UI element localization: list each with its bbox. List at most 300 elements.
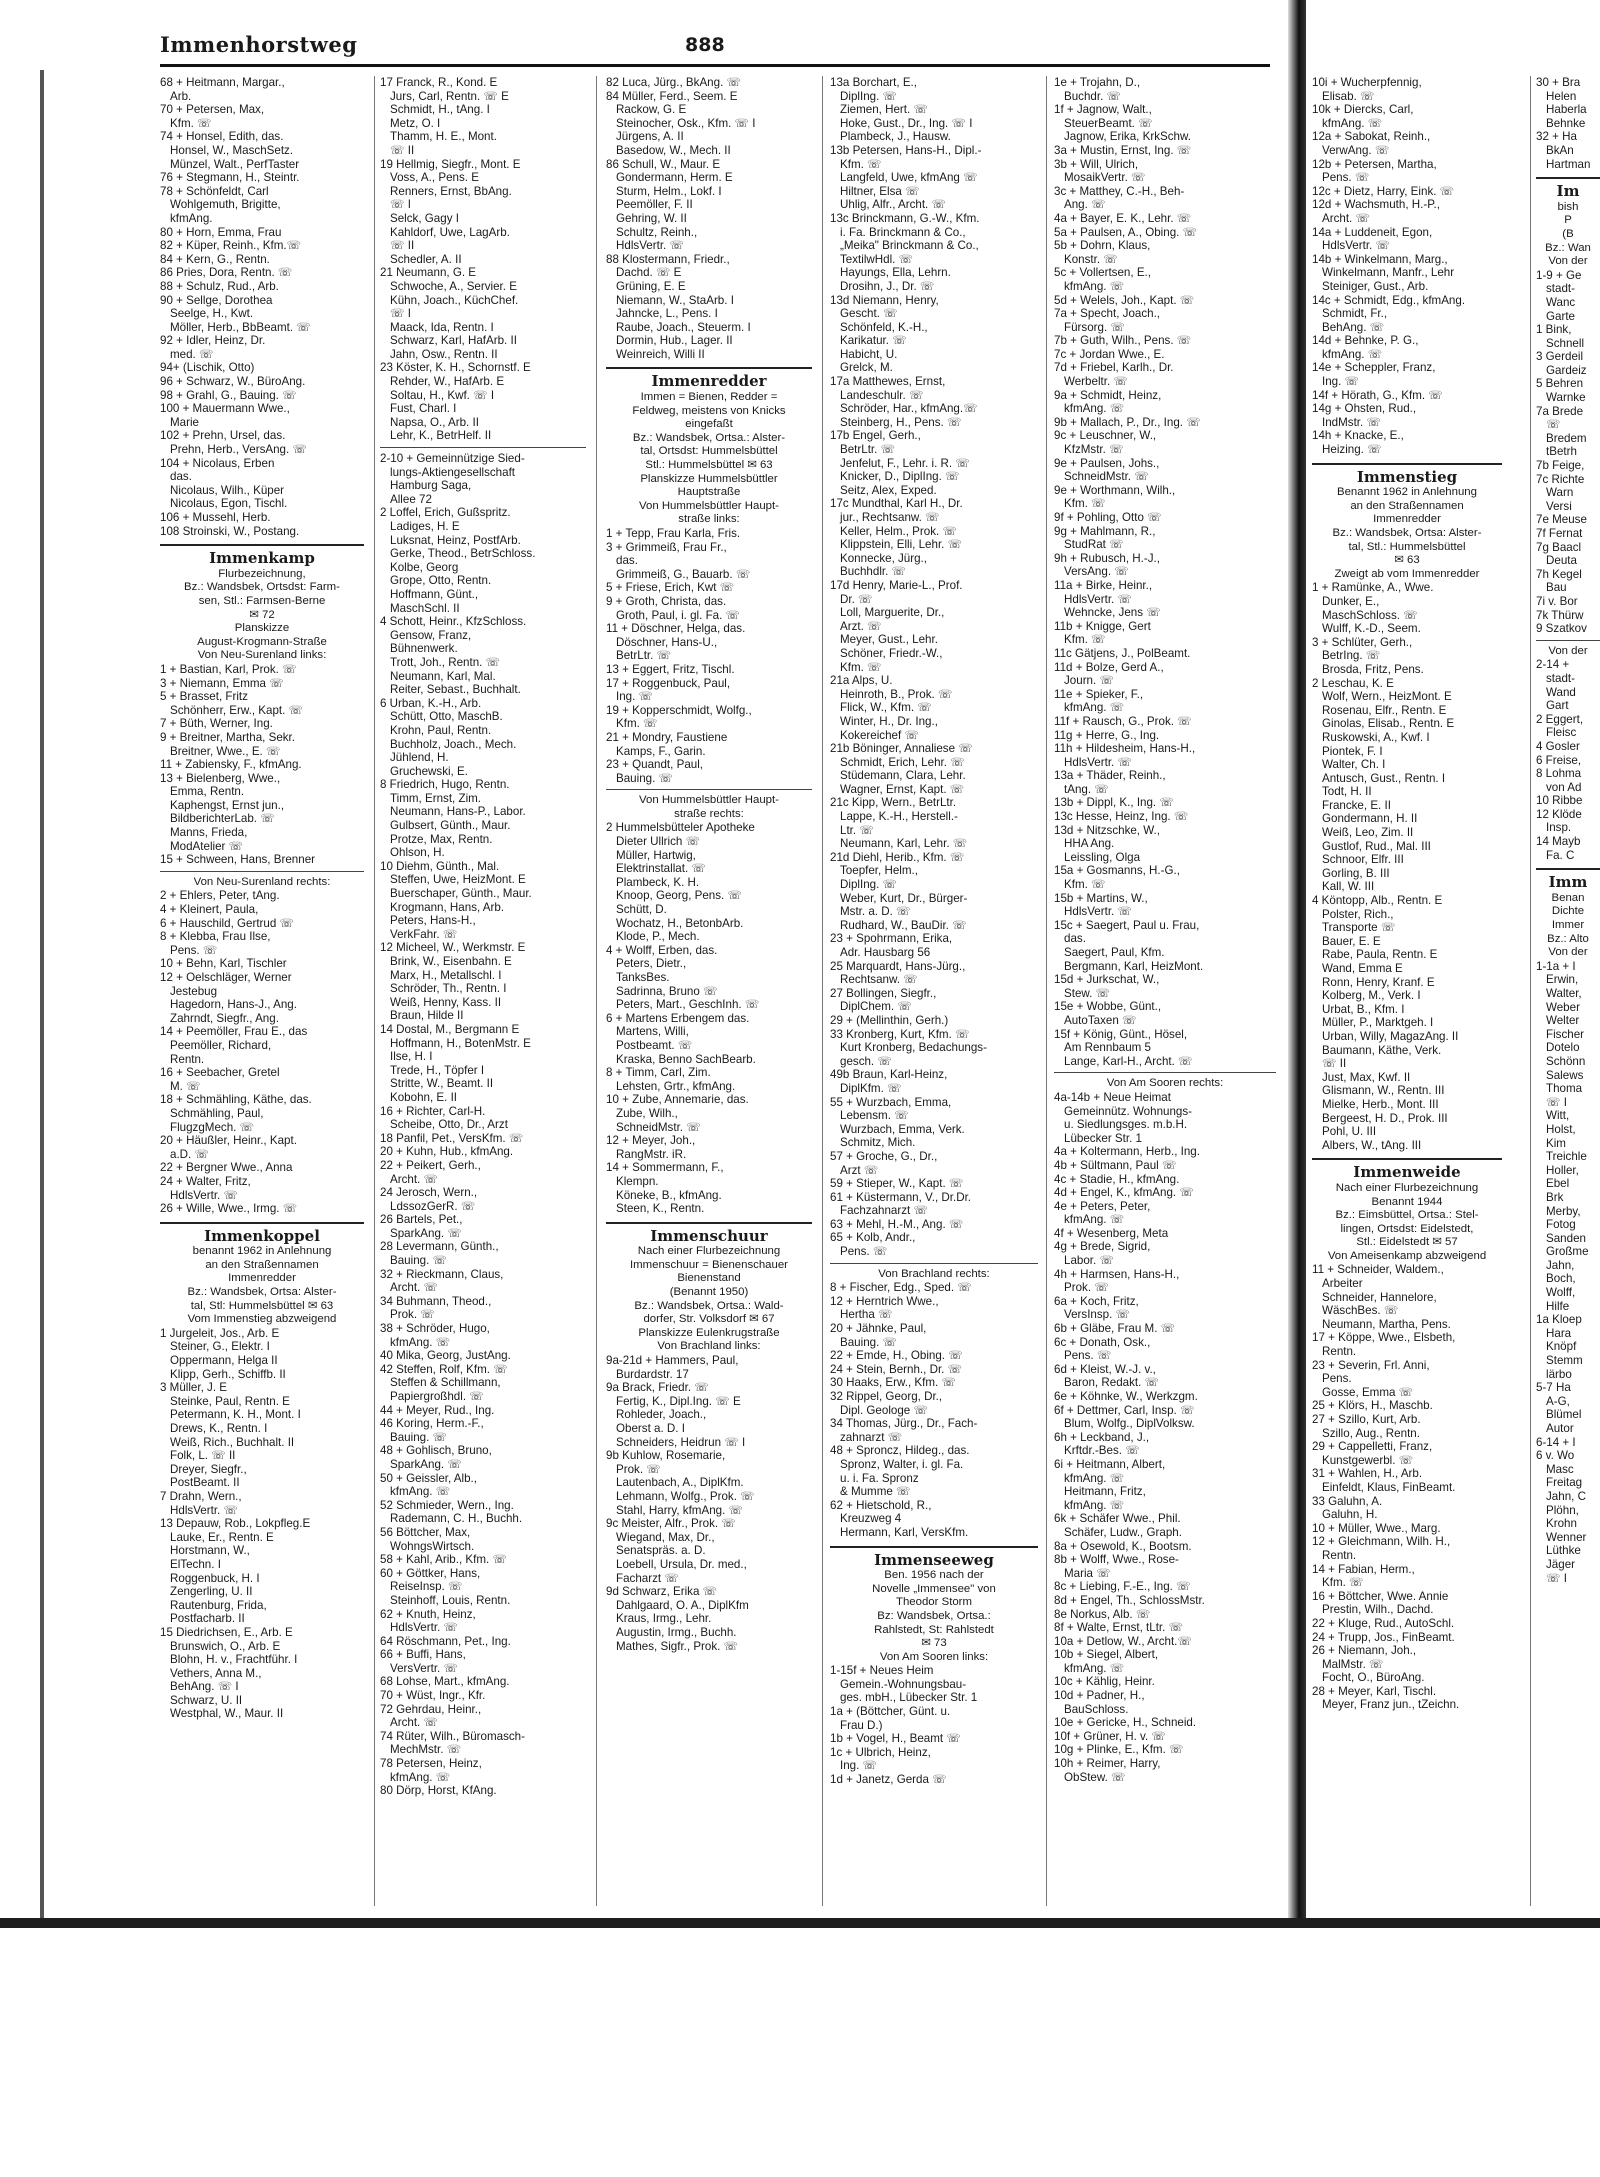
directory-entry: 70 + Wüst, Ingr., Kfr.: [380, 1689, 486, 1703]
section-rule: [160, 871, 364, 872]
directory-entry: A-G,: [1546, 1394, 1570, 1408]
directory-entry: Steffen, Uwe, HeizMont. E: [390, 873, 526, 887]
directory-entry: 9a + Schmidt, Heinz,: [1054, 388, 1162, 402]
directory-entry: MaschSchloss. ☏: [1322, 608, 1418, 622]
directory-entry: 17b Engel, Gerh.,: [830, 429, 921, 443]
directory-entry: Rentn.: [1322, 1548, 1357, 1562]
street-note: Immenredder: [228, 1272, 296, 1285]
directory-entry: Kfm. ☏: [1322, 1576, 1364, 1590]
street-note: Bz.: Alto: [1547, 932, 1589, 945]
directory-entry: Ing. ☏: [840, 1759, 878, 1773]
directory-entry: Pens. ☏: [1064, 1349, 1112, 1363]
directory-entry: Jahn, C: [1546, 1489, 1586, 1503]
street-note: Von der: [1548, 644, 1588, 657]
directory-entry: Thoma: [1546, 1082, 1583, 1096]
directory-entry: Loll, Marguerite, Dr.,: [840, 606, 945, 620]
directory-entry: Steffen & Schillmann,: [390, 1376, 501, 1390]
directory-entry: Langfeld, Uwe, kfmAng ☏: [840, 171, 978, 185]
directory-entry: Ziemen, Hert. ☏: [840, 103, 928, 117]
directory-entry: Gondermann, H. II: [1322, 812, 1418, 826]
directory-entry: Arbeiter: [1322, 1277, 1363, 1291]
directory-entry: Buchholz, Joach., Mech.: [390, 737, 517, 751]
directory-entry: Münzel, Walt., PerfTaster: [170, 157, 300, 171]
directory-entry: Postfacharb. II: [170, 1612, 245, 1626]
directory-entry: 7 + Büth, Werner, Ing.: [160, 717, 273, 731]
directory-entry: Elektrinstallat. ☏: [616, 862, 706, 876]
directory-entry: Wohlgemuth, Brigitte,: [170, 198, 281, 212]
directory-entry: kfmAng. ☏: [1322, 116, 1383, 130]
directory-entry: Hayungs, Ella, Lehrn.: [840, 266, 951, 280]
directory-entry: Thamm, H. E., Mont.: [390, 130, 497, 144]
directory-entry: Augustin, Irmg., Buchh.: [616, 1625, 737, 1639]
directory-entry: Kfm. ☏: [1064, 497, 1106, 511]
directory-entry: Welter: [1546, 1014, 1580, 1028]
directory-entry: 7c + Jordan Wwe., E.: [1054, 347, 1165, 361]
directory-entry: Pens. ☏: [840, 1245, 888, 1259]
directory-entry: Merby,: [1546, 1204, 1581, 1218]
street-note: straße rechts:: [674, 807, 744, 820]
directory-entry: 4a + Koltermann, Herb., Ing.: [1054, 1145, 1200, 1159]
directory-entry: kfmAng. ☏: [1064, 1661, 1125, 1675]
directory-entry: 1-15f + Neues Heim: [830, 1664, 934, 1678]
directory-entry: Heinroth, B., Prok. ☏: [840, 687, 953, 701]
directory-entry: 34 Buhmann, Theod.,: [380, 1294, 492, 1308]
directory-entry: Saegert, Paul, Kfm.: [1064, 946, 1165, 959]
directory-entry: 18 Panfil, Pet., VersKfm. ☏: [380, 1131, 524, 1145]
directory-entry: 1 Jurgeleit, Jos., Arb. E: [160, 1326, 280, 1340]
street-note: Stl.: Eidelstedt ✉ 57: [1356, 1236, 1458, 1249]
directory-entry: Müller, P., Marktgeh. I: [1322, 1016, 1434, 1030]
directory-column-6: [1312, 76, 1502, 1712]
directory-entry: Garte: [1546, 309, 1575, 323]
directory-entry: Keller, Helm., Prok. ☏: [840, 524, 957, 538]
directory-entry: Gosse, Emma ☏: [1322, 1385, 1414, 1399]
directory-entry: 8 + Klebba, Frau Ilse,: [160, 930, 271, 944]
directory-entry: 30 + Bra: [1536, 76, 1581, 89]
directory-entry: Hamburg Saga,: [390, 479, 472, 493]
directory-entry: Jürgens, A. II: [616, 130, 684, 144]
street-note: Immer: [1551, 919, 1585, 932]
street-note: Nach einer Flurbezeichnung: [1335, 1181, 1479, 1194]
directory-entry: Hertha ☏: [840, 1308, 893, 1322]
directory-entry: Schmitz, Mich.: [840, 1136, 916, 1150]
street-note: P: [1564, 214, 1572, 227]
directory-entry: 10e + Gericke, H., Schneid.: [1054, 1716, 1197, 1730]
directory-entry: kfmAng. ☏: [1064, 1498, 1125, 1512]
street-note: Benannt 1962 in Anlehnung: [1337, 486, 1477, 499]
directory-column-4: [830, 76, 1038, 1787]
directory-entry: Hartman: [1546, 157, 1591, 171]
directory-entry: 14g + Ohsten, Rud.,: [1312, 402, 1417, 416]
directory-entry: Fust, Charl. I: [390, 402, 457, 416]
directory-entry: Wochatz, H., BetonbArb.: [616, 916, 744, 930]
street-heading: Immenredder: [606, 367, 812, 389]
directory-entry: Grimmeiß, G., Bauarb. ☏: [616, 567, 751, 581]
directory-entry: BkAn: [1546, 143, 1574, 157]
directory-entry: Sturm, Helm., Lokf. I: [616, 184, 722, 198]
directory-entry: 11g + Herre, G., Ing.: [1054, 728, 1160, 742]
directory-entry: Ladiges, H. E: [390, 520, 460, 533]
directory-entry: 72 Gehrdau, Heinr.,: [380, 1702, 482, 1716]
directory-entry: 14 + Sommermann, F.,: [606, 1161, 724, 1175]
directory-entry: 6 Urban, K.-H., Arb.: [380, 696, 482, 710]
directory-entry: ☏ II: [390, 239, 415, 253]
street-note: ✉ 63: [1394, 554, 1420, 567]
directory-entry: Niemann, W., StaArb. I: [616, 293, 734, 307]
directory-entry: 13d + Nitzschke, W.,: [1054, 823, 1160, 837]
directory-entry: Ltr. ☏: [840, 823, 874, 837]
street-note: (B: [1562, 227, 1574, 240]
directory-entry: Just, Max, Kwf. II: [1322, 1070, 1411, 1084]
directory-entry: Rehder, W., HafArb. E: [390, 375, 505, 389]
directory-entry: tAng. ☏: [1064, 782, 1109, 796]
directory-entry: 15d + Jurkschat, W.,: [1054, 973, 1160, 987]
directory-entry: stadt-: [1546, 282, 1575, 296]
directory-entry: HdlsVertr. ☏: [170, 1188, 238, 1202]
directory-entry: 6d + Kleist, W.-J. v.,: [1054, 1362, 1156, 1376]
directory-entry: Trede, H., Töpfer I: [390, 1063, 485, 1077]
directory-entry: Brink, W., Eisenbahn. E: [390, 955, 512, 968]
directory-entry: Spronz, Walter, i. gl. Fa.: [840, 1457, 964, 1471]
street-note: tal, Stl.: Hummelsbüttel: [1348, 540, 1466, 553]
directory-entry: Kraus, Irmg., Lehr.: [616, 1612, 712, 1626]
directory-entry: Weber: [1546, 1000, 1580, 1014]
directory-entry: 59 + Stieper, W., Kapt. ☏: [830, 1177, 964, 1191]
directory-entry: Dotelo: [1546, 1041, 1580, 1055]
directory-entry: kfmAng. ☏: [1064, 402, 1125, 416]
directory-entry: Zengerling, U. II: [170, 1585, 253, 1599]
directory-entry: 10 + Müller, Wwe., Marg.: [1312, 1521, 1441, 1535]
directory-entry: 14d + Behnke, P. G.,: [1312, 334, 1419, 348]
directory-entry: 78 Petersen, Heinz,: [380, 1757, 482, 1771]
directory-entry: Gustlof, Rud., Mal. III: [1322, 839, 1431, 853]
directory-entry: Marie: [170, 415, 199, 429]
directory-entry: gesch. ☏: [840, 1054, 892, 1068]
directory-entry: Steinocher, Osk., Kfm. ☏ I: [616, 116, 756, 130]
directory-entry: Hilfe: [1546, 1299, 1570, 1313]
directory-entry: 17 + Köppe, Wwe., Elsbeth,: [1312, 1331, 1456, 1345]
directory-entry: Maria ☏: [1064, 1566, 1111, 1580]
directory-entry: 17 Franck, R., Kond. E: [380, 76, 498, 89]
directory-entry: Allee 72: [390, 492, 432, 506]
directory-entry: 6i + Heitmann, Albert,: [1054, 1457, 1166, 1471]
directory-entry: 49b Braun, Karl-Heinz,: [830, 1068, 948, 1082]
directory-entry: 4 + Wolff, Erben, das.: [606, 943, 718, 957]
directory-entry: Toepfer, Helm.,: [840, 864, 918, 878]
directory-entry: Focht, O., BüroAng.: [1322, 1671, 1425, 1685]
directory-entry: Weiß, Rich., Buchhalt. II: [170, 1435, 295, 1449]
directory-entry: 11 + Döschner, Helga, das.: [606, 622, 746, 636]
directory-entry: Gart: [1546, 699, 1569, 713]
directory-entry: Am Rennbaum 5: [1064, 1041, 1151, 1055]
directory-entry: 17a Matthewes, Ernst,: [830, 375, 946, 389]
directory-entry: Archt. ☏: [390, 1172, 438, 1186]
directory-entry: 7h Kegel: [1536, 567, 1582, 581]
street-note: Vom Immenstieg abzweigend: [187, 1313, 337, 1326]
directory-entry: 24 + Stein, Bernh., Dr. ☏: [830, 1362, 963, 1376]
directory-entry: Archt. ☏: [1322, 211, 1370, 225]
directory-entry: Dipl. Geologe ☏: [840, 1403, 928, 1417]
directory-entry: Honsel, W., MaschSetz.: [170, 143, 294, 157]
directory-entry: MaschSchl. II: [390, 601, 460, 615]
street-note: Benan: [1551, 891, 1585, 904]
directory-entry: 23 + Quandt, Paul,: [606, 758, 704, 772]
directory-entry: 23 + Spohrmann, Erika,: [830, 932, 953, 946]
directory-entry: Nicolaus, Wilh., Küper: [170, 483, 285, 497]
directory-entry: 28 + Meyer, Karl, Tischl.: [1312, 1684, 1437, 1698]
directory-entry: Schönn: [1546, 1054, 1586, 1068]
street-note: Von Am Sooren links:: [879, 1650, 989, 1663]
running-street-header: Immenhorstweg: [160, 32, 358, 57]
directory-entry: 1f + Jagnow, Walt.,: [1054, 103, 1152, 117]
directory-entry: 13 + Bielenberg, Wwe.,: [160, 771, 281, 785]
directory-entry: ReiseInsp. ☏: [390, 1580, 463, 1594]
directory-entry: Neumann, Karl, Lehr. ☏: [840, 837, 968, 851]
directory-entry: Rademann, C. H., Buchh.: [390, 1512, 523, 1526]
directory-entry: Witt,: [1546, 1109, 1570, 1123]
directory-entry: lungs-Aktiengesellschaft: [390, 465, 516, 479]
directory-entry: Wenner: [1546, 1530, 1587, 1544]
directory-entry: 5 + Brasset, Fritz: [160, 690, 248, 704]
directory-entry: Loebell, Ursula, Dr. med.,: [616, 1557, 747, 1571]
directory-entry: 11h + Hildesheim, Hans-H.,: [1054, 742, 1196, 756]
directory-entry: Francke, E. II: [1322, 798, 1391, 812]
directory-entry: Heitmann, Fritz,: [1064, 1485, 1146, 1499]
directory-entry: 11c Gätjens, J., PolBeamt.: [1054, 646, 1191, 660]
directory-entry: HdlsVertr. ☏: [390, 1621, 458, 1635]
directory-entry: Bergmann, Karl, HeizMont.: [1064, 959, 1204, 973]
directory-entry: Jahn,: [1546, 1258, 1575, 1272]
directory-entry: 18 + Schmähling, Käthe, das.: [160, 1093, 312, 1107]
directory-entry: Kfm. ☏: [840, 157, 882, 171]
directory-entry: 14h + Knacke, E.,: [1312, 429, 1404, 443]
directory-entry: 9c Meister, Alfr., Prok. ☏: [606, 1517, 736, 1531]
street-note: Bz: Wandsbek, Ortsa.:: [877, 1609, 991, 1622]
directory-entry: Prok. ☏: [616, 1462, 661, 1476]
directory-entry: HdlsVertr. ☏: [616, 239, 684, 253]
street-note: Von der: [1548, 946, 1588, 959]
directory-entry: Schönherr, Erw., Kapt. ☏: [170, 703, 304, 717]
directory-entry: Konstr. ☏: [1064, 252, 1118, 266]
directory-entry: Fischer: [1546, 1027, 1585, 1041]
directory-entry: Gemeinnütz. Wohnungs-: [1064, 1104, 1193, 1118]
directory-entry: 44 + Meyer, Rud., Ing.: [380, 1403, 495, 1417]
directory-entry: ModAtelier ☏: [170, 839, 244, 853]
directory-entry: 6-14 + I: [1536, 1435, 1576, 1449]
directory-entry: Seelge, H., Kwt.: [170, 307, 254, 321]
directory-entry: Piontek, F. I: [1322, 744, 1383, 758]
street-note: Dichte: [1551, 905, 1585, 918]
street-note: August-Krogmann-Straße: [197, 635, 327, 648]
directory-entry: Scheibe, Otto, Dr., Arzt: [390, 1118, 508, 1132]
directory-entry: 9 + Groth, Christa, das.: [606, 594, 727, 608]
directory-entry: Grelck, M.: [840, 361, 893, 375]
directory-entry: Kim: [1546, 1136, 1566, 1150]
directory-entry: BehAng. ☏: [1322, 320, 1385, 334]
directory-entry: 96 + Schwarz, W., BüroAng.: [160, 375, 306, 389]
directory-entry: Hara: [1546, 1326, 1572, 1340]
directory-entry: Kahldorf, Uwe, LagArb.: [390, 225, 510, 239]
directory-entry: Stüdemann, Clara, Lehr.: [840, 769, 966, 783]
directory-entry: Kfm. ☏: [616, 717, 658, 731]
directory-entry: Schneiders, Heidrun ☏ I: [616, 1435, 746, 1449]
directory-entry: 3 Gerdeil: [1536, 350, 1584, 364]
directory-entry: 7a + Specht, Joach.,: [1054, 307, 1161, 321]
directory-entry: 2 Leschau, K. E: [1312, 676, 1394, 690]
street-note: an den Straßennamen: [1350, 499, 1464, 512]
directory-entry: Peemöller, F. II: [616, 198, 693, 212]
directory-entry: 3 Müller, J. E: [160, 1381, 228, 1395]
directory-entry: 15a + Gosmanns, H.-G.,: [1054, 864, 1180, 878]
directory-entry: 8a + Osewold, K., Bootsm.: [1054, 1539, 1192, 1553]
directory-entry: Bauer, E. E: [1322, 934, 1381, 948]
directory-entry: 70 + Petersen, Max,: [160, 103, 265, 117]
directory-entry: VersAng. ☏: [1064, 565, 1129, 579]
directory-entry: Kfm. ☏: [1064, 633, 1106, 647]
directory-entry: 14e + Scheppler, Franz,: [1312, 361, 1436, 375]
directory-entry: Brk: [1546, 1190, 1564, 1204]
directory-entry: 22 + Kluge, Rud., AutoSchl.: [1312, 1616, 1455, 1630]
directory-entry: Lauke, Er., Rentn. E: [170, 1530, 274, 1544]
directory-entry: Hiltner, Elsa ☏: [840, 184, 920, 198]
directory-entry: 7f Fernat: [1536, 527, 1583, 540]
directory-entry: 33 Kronberg, Kurt, Kfm. ☏: [830, 1027, 970, 1041]
directory-entry: 108 Stroinski, W., Postang.: [160, 524, 300, 538]
directory-entry: Knicker, D., DiplIng. ☏: [840, 470, 960, 484]
directory-entry: 4h + Harmsen, Hans-H.,: [1054, 1267, 1180, 1281]
directory-entry: 9b Kuhlow, Rosemarie,: [606, 1449, 726, 1463]
page-edge-bottom: [0, 1918, 1600, 1928]
directory-entry: Jäger: [1546, 1557, 1576, 1571]
directory-entry: KfzMstr. ☏: [1064, 443, 1124, 457]
directory-entry: Nicolaus, Egon, Tischl.: [170, 497, 288, 511]
directory-entry: 21c Kipp, Wern., BetrLtr.: [830, 796, 957, 810]
directory-entry: Ing. ☏: [1322, 375, 1360, 389]
directory-entry: Pohl, U. III: [1322, 1125, 1377, 1139]
directory-entry: 4g + Brede, Sigrid,: [1054, 1240, 1151, 1254]
directory-entry: 6f + Dettmer, Carl, Insp. ☏: [1054, 1403, 1195, 1417]
section-rule: [830, 1263, 1038, 1264]
directory-entry: ☏ I: [390, 307, 411, 321]
directory-entry: Stritte, W., Beamt. II: [390, 1077, 494, 1091]
directory-entry: Vethers, Anna M.,: [170, 1666, 262, 1680]
directory-entry: AutoTaxen ☏: [1064, 1013, 1137, 1027]
street-note: dorfer, Str. Volksdorf ✉ 67: [643, 1313, 775, 1326]
street-note: Planskizze Hummelsbüttler: [640, 472, 778, 485]
directory-entry: Knoop, Georg, Pens. ☏: [616, 889, 742, 903]
directory-entry: Hoffmann, H., BotenMstr. E: [390, 1036, 531, 1050]
section-rule: [1536, 640, 1600, 641]
street-note: Bz.: Wandsbek, Ortsa: Alster-: [187, 1286, 337, 1299]
directory-entry: Schmidt, H., tAng. I: [390, 103, 490, 117]
street-heading: Immenkoppel: [160, 1222, 364, 1244]
directory-entry: Ilse, H. I: [390, 1050, 433, 1064]
directory-entry: kfmAng. ☏: [390, 1335, 451, 1349]
directory-entry: Todt, H. II: [1322, 785, 1372, 799]
directory-entry: kfmAng. ☏: [1322, 347, 1383, 361]
directory-entry: 2 Eggert,: [1536, 712, 1584, 726]
directory-entry: Raube, Joach., Steuerm. I: [616, 320, 751, 334]
directory-entry: VersInsp. ☏: [1064, 1308, 1131, 1322]
directory-entry: Emma, Rentn.: [170, 785, 245, 799]
directory-entry: 7i v. Bor: [1536, 594, 1578, 608]
directory-entry: MosaikVertr. ☏: [1064, 171, 1146, 185]
street-heading: Immenseeweg: [830, 1546, 1038, 1568]
directory-entry: Trott, Joh., Rentn. ☏: [390, 655, 501, 669]
directory-column-7-cropped: [1536, 76, 1600, 1585]
directory-entry: 2-10 + Gemeinnützige Sied-: [380, 452, 525, 466]
street-note: Von Am Sooren rechts:: [1106, 1077, 1224, 1090]
directory-entry: 20 + Jähnke, Paul,: [830, 1322, 927, 1336]
directory-entry: Antusch, Gust., Rentn. I: [1322, 771, 1446, 785]
directory-entry: 9 + Breitner, Martha, Sekr.: [160, 730, 296, 744]
directory-entry: Schütt, Otto, MaschB.: [390, 710, 503, 724]
directory-entry: Prok. ☏: [1064, 1281, 1109, 1295]
directory-entry: Gondermann, Herm. E: [616, 171, 733, 185]
directory-entry: 7g Baacl: [1536, 540, 1582, 554]
directory-entry: Insp.: [1546, 821, 1572, 835]
directory-entry: 8c + Liebing, F.-E., Ing. ☏: [1054, 1580, 1191, 1594]
directory-entry: Jühlend, H.: [390, 751, 449, 765]
directory-entry: BauSchloss.: [1064, 1702, 1129, 1716]
directory-entry: Werbeltr. ☏: [1064, 375, 1128, 389]
directory-entry: Krftdr.-Bes. ☏: [1064, 1444, 1140, 1458]
directory-entry: Möller, Herb., BbBeamt. ☏: [170, 320, 311, 334]
directory-entry: Papiergroßhdl. ☏: [390, 1390, 484, 1403]
directory-entry: Rackow, G. E: [616, 103, 687, 117]
directory-entry: Jenfelut, F., Lehr. i. R. ☏: [840, 456, 970, 470]
directory-entry: Döschner, Hans-U.,: [616, 635, 718, 649]
directory-entry: „Meika" Brinckmann & Co.,: [840, 239, 979, 253]
directory-entry: 29 + Cappelletti, Franz,: [1312, 1440, 1433, 1454]
directory-entry: Weber, Kurt, Dr., Bürger-: [840, 891, 968, 905]
directory-entry: 3b + Will, Ulrich,: [1054, 157, 1139, 171]
directory-entry: 100 + Mauermann Wwe.,: [160, 402, 290, 416]
directory-entry: Manns, Frieda,: [170, 826, 248, 840]
directory-entry: Knöpf: [1546, 1340, 1577, 1354]
street-note: Von der: [1548, 255, 1588, 268]
page-edge-left: [40, 70, 44, 1918]
directory-entry: 6 v. Wo: [1536, 1449, 1575, 1463]
directory-entry: 22 + Emde, H., Obing. ☏: [830, 1349, 963, 1363]
directory-entry: Jurs, Carl, Rentn. ☏ E: [390, 89, 509, 103]
directory-entry: das.: [1064, 932, 1086, 946]
directory-entry: 6 Freise,: [1536, 753, 1582, 767]
directory-entry: Bergeest, H. D., Prok. III: [1322, 1111, 1448, 1125]
directory-entry: Plambeck, J., Hausw.: [840, 130, 951, 144]
directory-entry: Gemein.-Wohnungsbau-: [840, 1677, 967, 1691]
directory-entry: Dieter Ullrich ☏: [616, 835, 701, 849]
directory-column-5: [1054, 76, 1276, 1784]
directory-entry: BehAng. ☏ I: [170, 1680, 239, 1694]
directory-entry: 8 + Timm, Carl, Zim.: [606, 1066, 711, 1080]
directory-entry: Renners, Ernst, BbAng.: [390, 184, 512, 198]
directory-entry: 11e + Spieker, F.,: [1054, 687, 1144, 701]
directory-entry: 14b + Winkelmann, Marg.,: [1312, 252, 1448, 266]
directory-entry: Blümel: [1546, 1408, 1582, 1422]
directory-entry: Kolbe, Georg: [390, 560, 459, 574]
directory-entry: Pens.: [1322, 1372, 1352, 1386]
directory-entry: Sadrinna, Bruno ☏: [616, 984, 718, 998]
directory-entry: 68 + Heitmann, Margar.,: [160, 76, 285, 89]
directory-entry: Neumann, Hans-P., Labor.: [390, 805, 526, 819]
directory-entry: tBetrh: [1546, 445, 1577, 459]
directory-entry: 3 + Niemann, Emma ☏: [160, 676, 284, 690]
column-divider: [1046, 76, 1047, 1906]
directory-entry: Bredem: [1546, 431, 1587, 445]
directory-entry: Zube, Wilh.,: [616, 1106, 678, 1120]
street-note: Von Brachland rechts:: [878, 1267, 990, 1280]
